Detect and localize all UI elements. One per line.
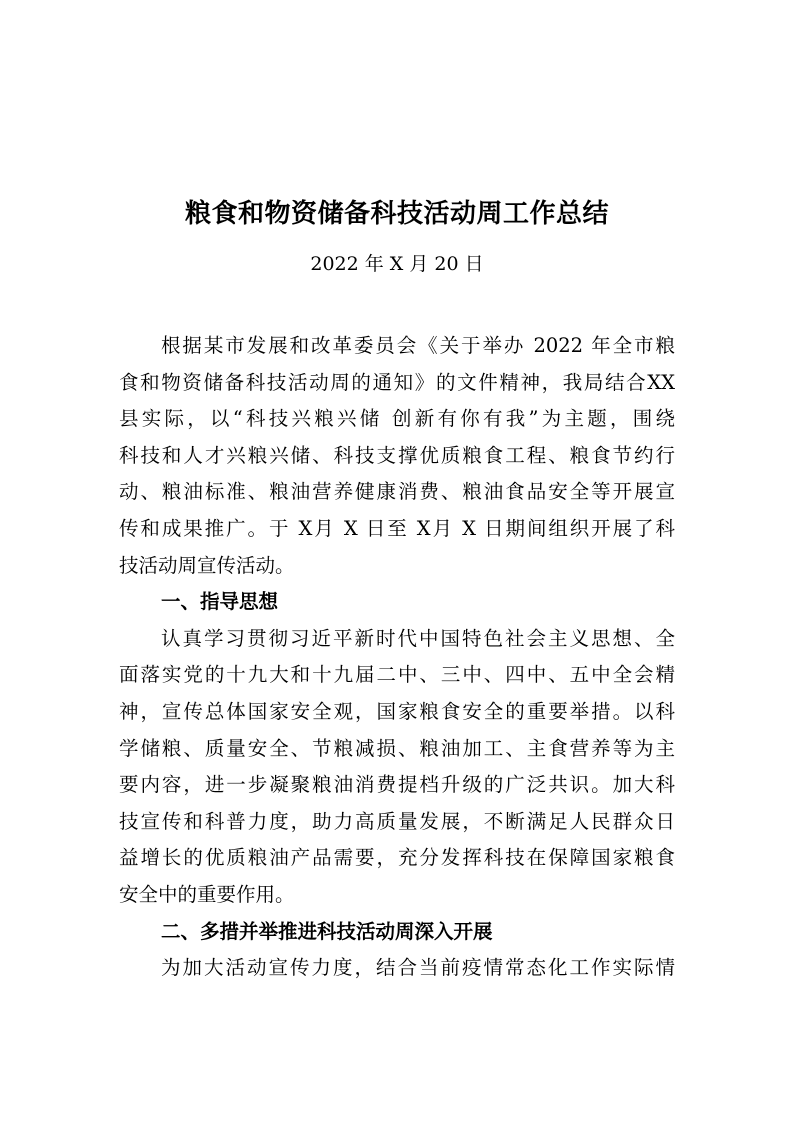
text-line: 学储粮、质量安全、节粮减损、粮油加工、主食营养等为主	[119, 736, 675, 760]
text-line: 技活动周宣传活动。	[119, 553, 295, 577]
text-line: 要内容，进一步凝聚粮油消费提档升级的广泛共识。加大科	[119, 773, 675, 797]
text-line: 传和成果推广。于 X月 X 日至 X月 X 日期间组织开展了科	[119, 516, 675, 540]
section-heading-measures: 二、多措并举推进科技活动周深入开展	[161, 919, 493, 943]
document-title: 粮食和物资储备科技活动周工作总结	[184, 199, 609, 229]
text-line: 技宣传和科普力度，助力高质量发展，不断满足人民群众日	[119, 809, 675, 833]
section1-paragraph	[119, 621, 675, 914]
text-line: 科技和人才兴粮兴储、科技支撑优质粮食工程、粮食节约行	[119, 443, 675, 467]
text-line: 认真学习贯彻习近平新时代中国特色社会主义思想、全	[161, 626, 675, 650]
text-line: 面落实党的十九大和十九届二中、三中、四中、五中全会精	[119, 663, 675, 687]
text-line: 安全中的重要作用。	[119, 882, 295, 906]
text-line: 食和物资储备科技活动周的通知》的文件精神，我局结合XX	[119, 370, 675, 394]
section2-paragraph	[119, 950, 675, 987]
intro-paragraph	[119, 328, 675, 584]
section-heading-guiding-ideology: 一、指导思想	[161, 590, 279, 614]
text-line: 动、粮油标准、粮油营养健康消费、粮油食品安全等开展宣	[119, 480, 675, 504]
text-line: 为加大活动宣传力度，结合当前疫情常态化工作实际情	[161, 956, 675, 980]
text-line: 益增长的优质粮油产品需要，充分发挥科技在保障国家粮食	[119, 846, 675, 870]
document-date: 2022 年 X 月 20 日	[310, 253, 484, 275]
text-line: 根据某市发展和改革委员会《关于举办 2022 年全市粮	[161, 334, 675, 357]
text-line: 神，宣传总体国家安全观，国家粮食安全的重要举措。以科	[119, 699, 675, 723]
text-line: 县实际，以“科技兴粮兴储 创新有你有我”为主题，围绕	[119, 407, 675, 431]
document-body	[119, 328, 675, 987]
